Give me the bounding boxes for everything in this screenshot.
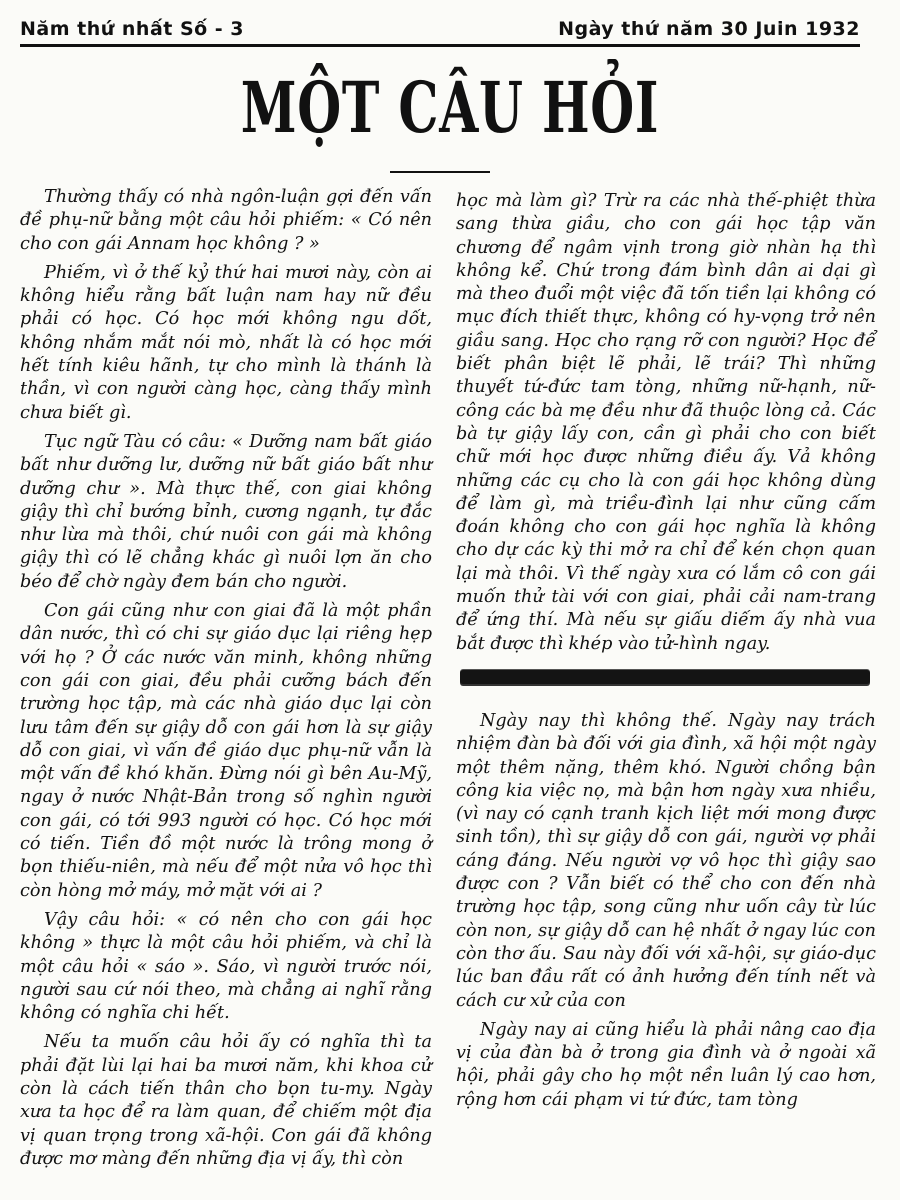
paragraph: Thường thấy có nhà ngôn-luận gợi đến vấn đề phụ-nữ bằng một câu hỏi phiếm: « Có nên cho con gái Annam học không ? » — [20, 187, 432, 254]
article-title: MỘT CÂU HỎI — [240, 66, 660, 149]
paragraph: Phiếm, vì ở thế kỷ thứ hai mươi này, còn ai không hiểu rằng bất luận nam hay nữ đều phải có học. Có học mới không ngu dốt, không nhắm mắt nói mò, nhất là có học mới hết tính kiêu hãnh, tự cho mình là thánh là thần, vì con người càng học, càng thấy mình chưa biết gì. — [20, 262, 432, 423]
title-rule — [390, 171, 490, 173]
masthead — [20, 18, 860, 40]
paragraph: học mà làm gì? Trừ ra các nhà thế-phiệt thừa sang thừa giầu, cho con gái học tập văn chương để ngâm vịnh trong giờ nhàn hạ thì không kể. Chứ trong đám bình dân ai dại gì mà theo đuổi một việc đã tốn tiền lại không có mục đích thiết thực, không có hy-vọng trở nên giầu sang. Học cho rạng rỡ con người? Học để biết phân biệt lẽ phải, lẽ trái? Thì những thuyết tứ-đức tam tòng, những nữ-hạnh, nữ-công các bà mẹ đều như đã thuộc lòng cả. Các bà tự giậy lấy con, cần gì phải cho con biết chữ mới học được những điều ấy. Vả không những các cụ cho là con gái học không dùng để làm gì, mà triều-đình lại như cũng cấm đoán không cho con gái học nghĩa là không cho dự các kỳ thi mở ra chỉ để kén chọn quan lại mà thôi. Vì thế ngày xưa có lắm cô con gái muốn thử tài với con giai, phải cải nam-trang để ứng thí. Mà nếu sự giấu diếm ấy nhà vua bắt được thì khép vào tử-hình ngay. — [456, 191, 876, 654]
date-label: Ngày thứ năm 30 Juin 1932 — [558, 18, 860, 40]
left-column — [20, 186, 432, 1171]
right-column — [456, 190, 876, 1112]
paragraph: Nếu ta muốn câu hỏi ấy có nghĩa thì ta phải đặt lùi lại hai ba mươi năm, khi khoa cử còn là cách tiến thân cho bọn tu-my. Ngày xưa ta học để ra làm quan, để chiếm một địa vị quan trọng trong xã-hội. Con gái đã không được mơ màng đến những địa vị ấy, thì còn — [20, 1032, 432, 1169]
paragraph: Tục ngữ Tàu có câu: « Dưỡng nam bất giáo bất như dưỡng lư, dưỡng nữ bất giáo bất như dưỡng chư ». Mà thực thế, con giai không giậy thì chỉ bướng bỉnh, cương ngạnh, tự đắc như lừa mà thôi, chứ nuôi con gái mà không giậy thì có lẽ chẳng khác gì nuôi lợn ăn cho béo để chờ ngày đem bán cho người. — [20, 431, 432, 592]
paragraph: Vậy câu hỏi: « có nên cho con gái học không » thực là một câu hỏi phiếm, và chỉ là một câu hỏi « sáo ». Sáo, vì người trước nói, người sau cứ nói theo, mà chẳng ai nghĩ rằng không có nghĩa chi hết. — [20, 909, 432, 1024]
paragraph: Con gái cũng như con giai đã là một phần dân nước, thì có chi sự giáo dục lại riêng hẹp với họ ? Ở các nước văn minh, không những con gái con giai, đều phải cưỡng bách đến trường học tập, mà các nhà giáo dục lại còn lưu tâm đến sự giậy dỗ con gái hơn là sự giậy dỗ con giai, vì vấn đề giáo dục phụ-nữ vẫn là một vấn đề khó khăn. Đừng nói gì bên Au-Mỹ, ngay ở nước Nhật-Bản trong số nghìn người con gái, có tới 993 người có học. Có học mới có tiến. Tiền đồ một nước là trông mong ở bọn thiếu-niên, mà nếu để một nửa vô học thì còn hòng mở máy, mở mặt với ai ? — [20, 601, 432, 901]
section-divider — [460, 670, 870, 684]
paragraph: Ngày nay thì không thế. Ngày nay trách nhiệm đàn bà đối với gia đình, xã hội một ngày một thêm nặng, thêm khó. Người chồng bận công kia việc nọ, mà bận hơn ngày xưa nhiều, (vì nay có cạnh tranh kịch liệt mới mong được sinh tồn), thì sự giậy dỗ con gái, người vợ phải cáng đáng. Nếu người vợ vô học thì giậy sao được con ? Vẫn biết có thể cho con đến nhà trường học tập, song cũng như uốn cây từ lúc còn non, sự giậy dỗ can hệ nhất ở ngay lúc con còn thơ ấu. Sau này đối với xã-hội, sự giáo-dục lúc ban đầu rất có ảnh hưởng đến tính nết và cách cư xử của con — [456, 710, 876, 1011]
paragraph: Ngày nay ai cũng hiểu là phải nâng cao địa vị của đàn bà ở trong gia đình và ở ngoài xã hội, phải gây cho họ một nền luân lý cao hơn, rộng hơn cái phạm vi tứ đức, tam tòng — [456, 1019, 876, 1110]
header-rule — [20, 44, 860, 47]
issue-label: Năm thứ nhất Số - 3 — [20, 18, 245, 40]
